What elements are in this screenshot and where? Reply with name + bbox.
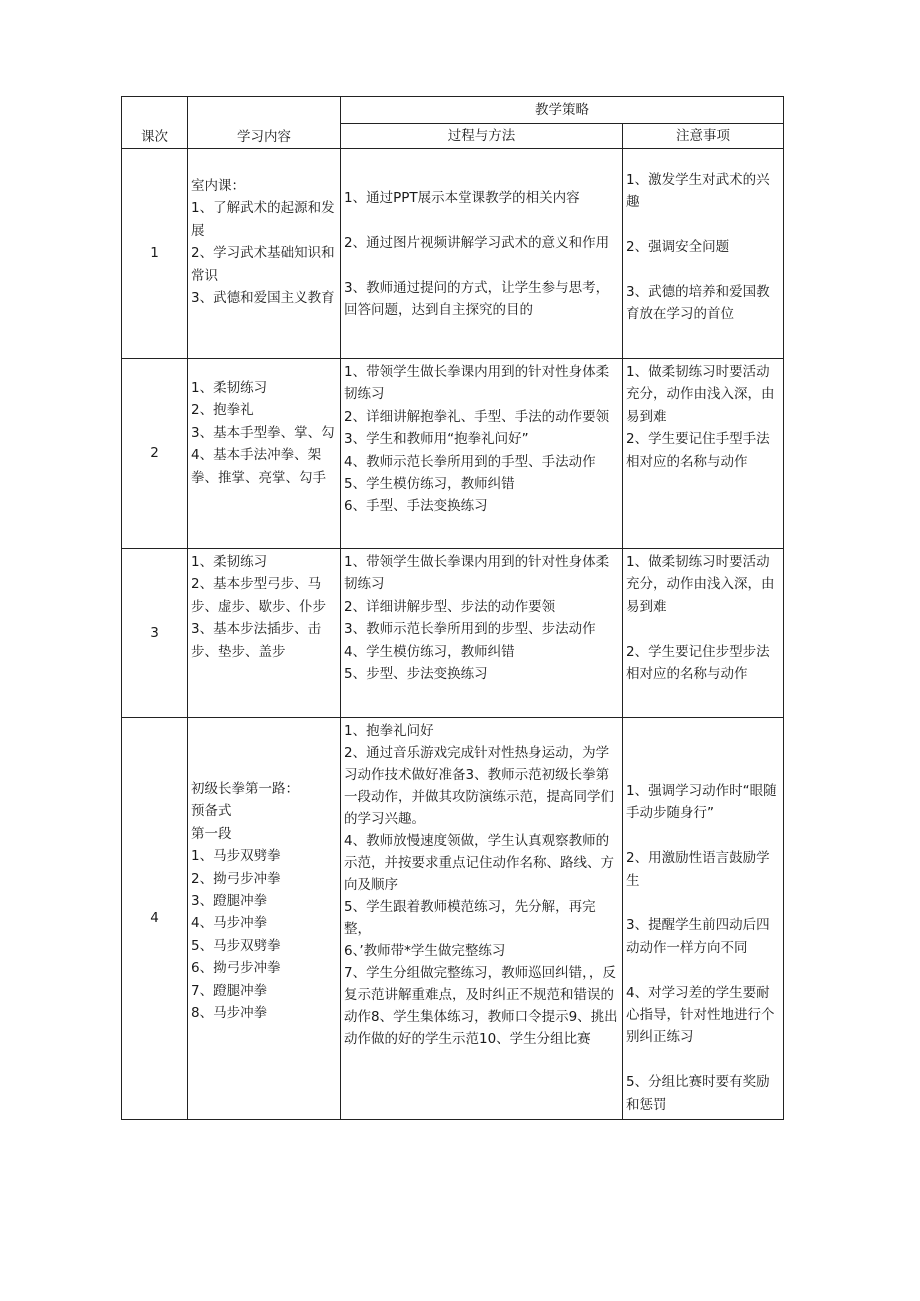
notes-text: 1、做柔韧练习时要活动充分，动作由浅入深，由易到难 2、学生要记住步型步法相对应的名称与动作 xyxy=(626,554,775,683)
learning-content: 1、柔韧练习 2、基本步型弓步、马步、虚步、歇步、仆步3、基本步法插步、击步、垫步、盖步 xyxy=(191,554,326,660)
method-cell xyxy=(341,549,623,718)
header-strategy: 教学策略 xyxy=(341,97,784,124)
lesson-plan-table xyxy=(121,96,784,1120)
header-notes: 注意事项 xyxy=(623,124,784,149)
lesson-number: 3 xyxy=(122,549,188,718)
header-row-top xyxy=(122,97,784,124)
method-text: 1、带领学生做长拳课内用到的针对性身体柔韧练习 2、详细讲解步型、步法的动作要领 3、教师示范长拳所用到的步型、步法动作 4、学生模仿练习，教师纠错 5、步型、步法变换练习 xyxy=(344,554,610,683)
lesson-number: 4 xyxy=(122,718,188,1120)
header-content: 学习内容 xyxy=(188,97,341,149)
method-cell xyxy=(341,718,623,1120)
learning-content-cell xyxy=(188,149,341,359)
table-row xyxy=(122,549,784,718)
table-row xyxy=(122,718,784,1120)
method-text: 1、带领学生做长拳课内用到的针对性身体柔韧练习 2、详细讲解抱拳礼、手型、手法的动作要领 3、学生和教师用“抱拳礼问好” 4、教师示范长拳所用到的手型、手法动作 5、学生模仿练习，教师纠错 6、手型、手法变换练习 xyxy=(344,364,610,515)
lesson-number: 2 xyxy=(122,359,188,549)
notes-cell xyxy=(623,359,784,549)
header-lesson: 课次 xyxy=(122,97,188,149)
learning-content-cell xyxy=(188,359,341,549)
lesson-number: 1 xyxy=(122,149,188,359)
notes-text: 1、强调学习动作时“眼随手动步随身行” 2、用激励性语言鼓励学生 3、提醒学生前四动后四动动作一样方向不同 4、对学习差的学生要耐心指导，针对性地进行个别纠正练习 5、分组比赛时要有奖励和惩罚 xyxy=(626,783,777,1113)
notes-cell xyxy=(623,718,784,1120)
header-method: 过程与方法 xyxy=(341,124,623,149)
learning-content: 初级长拳第一路： 预备式 第一段 1、马步双劈拳 2、拗弓步冲拳 3、蹬腿冲拳 4、马步冲拳 5、马步双劈拳 6、拗弓步冲拳 7、蹬腿冲拳 8、马步冲拳 xyxy=(191,781,299,1022)
notes-cell xyxy=(623,549,784,718)
notes-text: 1、激发学生对武术的兴趣 2、强调安全问题 3、武德的培养和爱国教育放在学习的首位 xyxy=(626,172,770,323)
learning-content-cell xyxy=(188,718,341,1120)
notes-cell xyxy=(623,149,784,359)
learning-content: 1、柔韧练习 2、抱拳礼 3、基本手型拳、掌、勾 4、基本手法冲拳、架拳、推掌、亮掌、勾手 xyxy=(191,380,335,486)
method-cell xyxy=(341,359,623,549)
method-text: 1、抱拳礼问好 2、通过音乐游戏完成针对性热身运动，为学习动作技术做好准备3、教师示范初级长拳第一段动作，并做其攻防演练示范，提高同学们的学习兴趣。 4、教师放慢速度领做，学生认真观察教师的示范，并按要求重点记住动作名称、路线、方向及顺序 5、学生跟着教师模范练习，先分解，再完整， 6、’教师带*学生做完整练习 7、学生分组做完整练习，教师巡回纠错，，反复示范讲解重难点，及时纠正不规范和错误的动作8、学生集体练习，教师口令提示9、挑出动作做的好的学生示范10、学生分组比赛 xyxy=(344,723,618,1047)
learning-content: 室内课： 1、了解武术的起源和发展 2、学习武术基础知识和常识 3、武德和爱国主义教育 xyxy=(191,178,335,307)
notes-text: 1、做柔韧练习时要活动充分，动作由浅入深，由易到难 2、学生要记住手型手法相对应的名称与动作 xyxy=(626,364,775,470)
method-text: 1、通过PPT展示本堂课教学的相关内容 2、通过图片视频讲解学习武术的意义和作用 3、教师通过提问的方式，让学生参与思考，回答问题，达到自主探究的目的 xyxy=(344,190,610,319)
method-cell xyxy=(341,149,623,359)
table-row xyxy=(122,359,784,549)
learning-content-cell xyxy=(188,549,341,718)
table-row xyxy=(122,149,784,359)
